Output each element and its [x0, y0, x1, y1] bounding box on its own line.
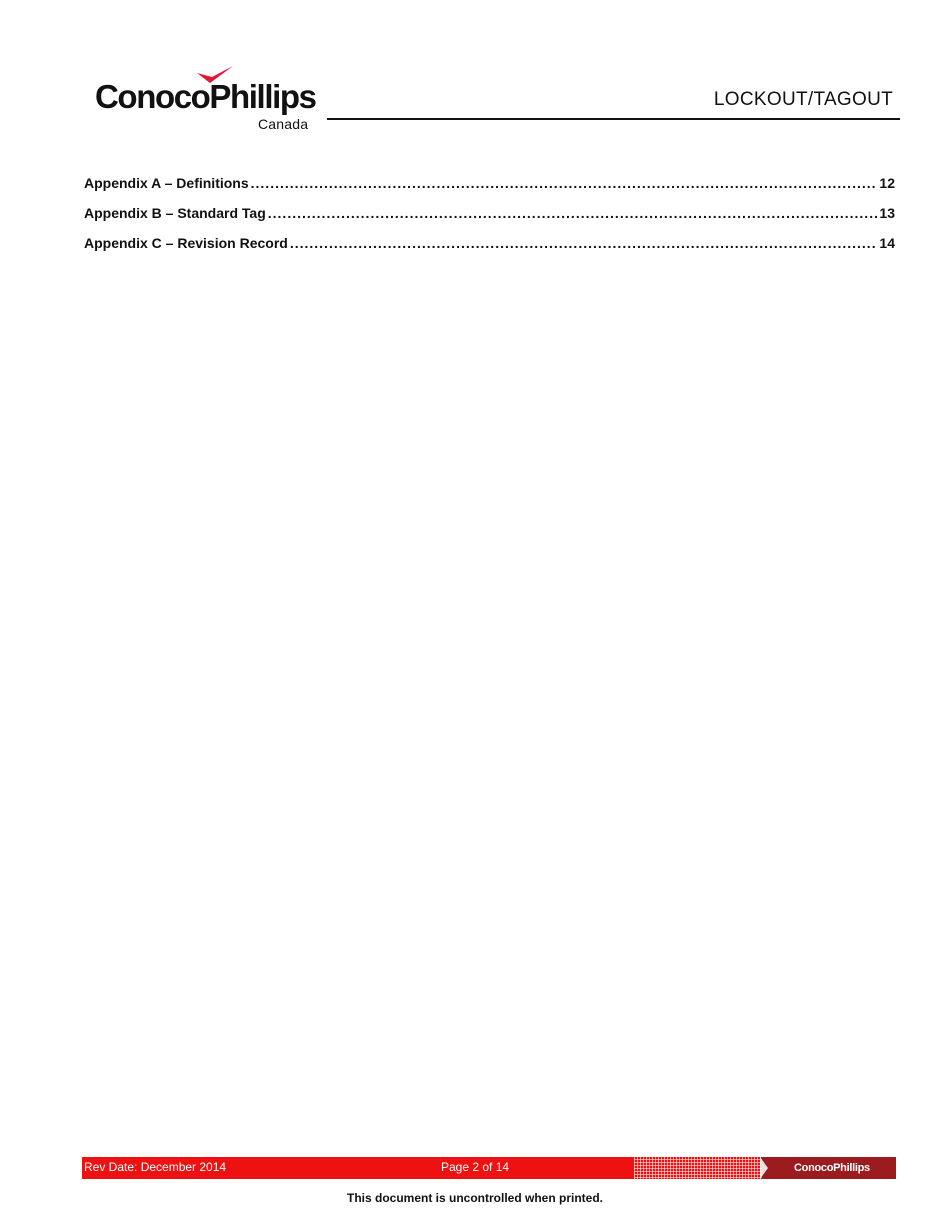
- toc-dot-leader: [268, 205, 878, 221]
- document-title: LOCKOUT/TAGOUT: [713, 89, 893, 110]
- toc-entry-appendix-c[interactable]: [84, 235, 895, 265]
- uncontrolled-notice: This document is uncontrolled when printed.: [346, 1191, 603, 1205]
- logo-wordmark: ConocoPhillips: [95, 78, 316, 115]
- toc-dot-leader: [290, 235, 878, 251]
- toc-entry-page: 13: [879, 205, 895, 221]
- header-divider: [327, 118, 900, 120]
- company-logo: [92, 64, 328, 134]
- footer-brand-logo: ConocoPhillips: [794, 1162, 870, 1174]
- logo-subtitle: Canada: [258, 116, 309, 132]
- table-of-contents: [84, 175, 895, 265]
- footer-page-number: Page 2 of 14: [441, 1160, 510, 1174]
- toc-entry-label: Appendix C – Revision Record: [84, 235, 288, 251]
- toc-entry-appendix-a[interactable]: [84, 175, 895, 205]
- chevron-right-icon: [760, 1157, 774, 1179]
- toc-entry-label: Appendix B – Standard Tag: [84, 205, 266, 221]
- footer-grid-pattern: [634, 1157, 762, 1179]
- toc-entry-page: 14: [879, 235, 895, 251]
- footer-brand-block: [762, 1157, 896, 1179]
- toc-entry-label: Appendix A – Definitions: [84, 175, 249, 191]
- toc-entry-page: 12: [879, 175, 895, 191]
- toc-entry-appendix-b[interactable]: [84, 205, 895, 235]
- toc-dot-leader: [251, 175, 878, 191]
- footer-bar: [82, 1157, 896, 1179]
- footer-rev-date: Rev Date: December 2014: [84, 1160, 227, 1174]
